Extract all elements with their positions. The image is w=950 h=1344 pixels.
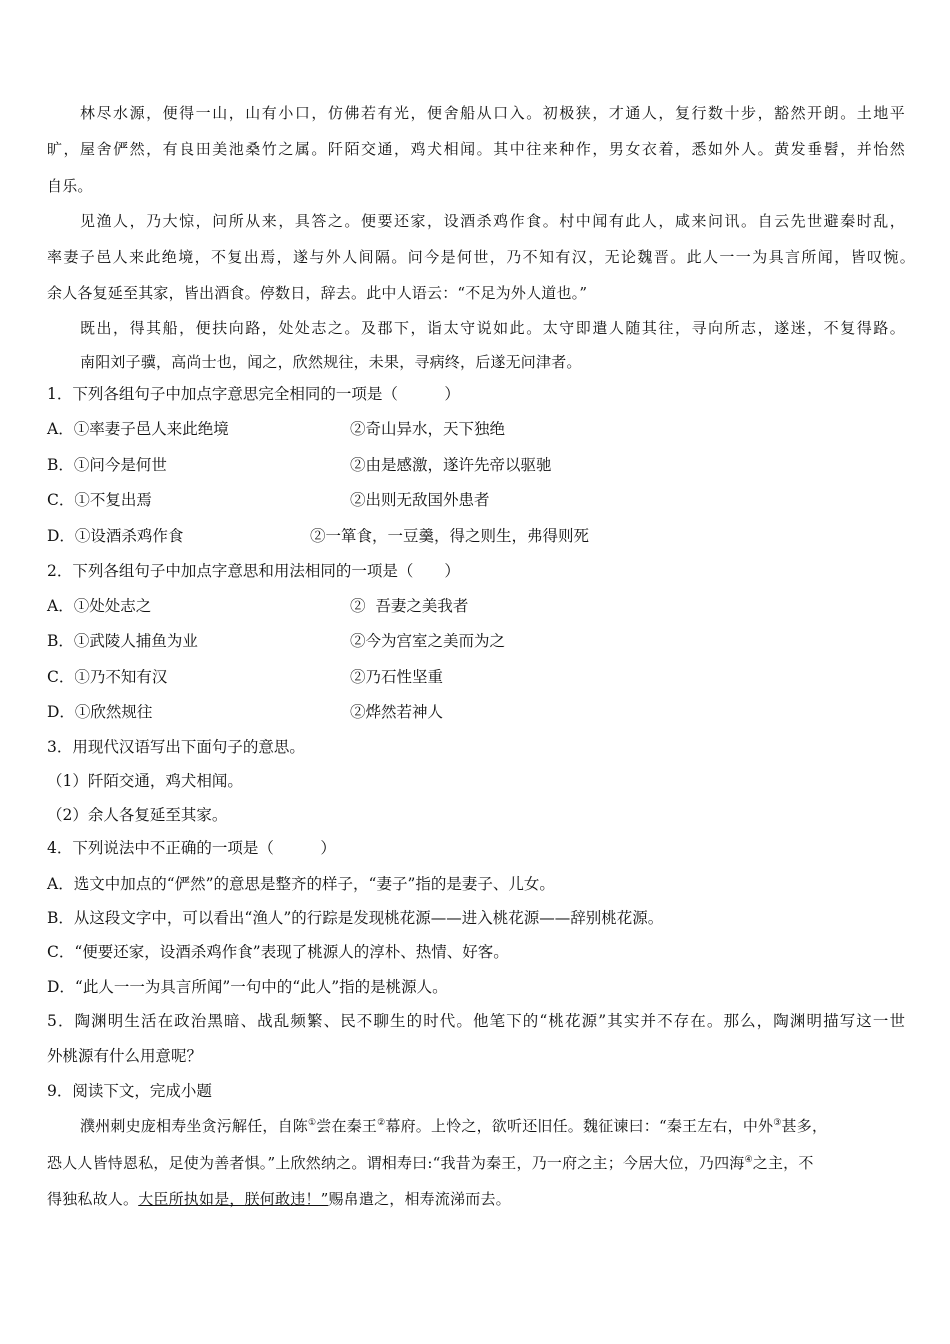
q1-option-b-left: B．①问今是何世: [47, 456, 167, 474]
q9-passage-line3: [47, 1189, 511, 1209]
q3-stem: 3．用现代汉语写出下面句子的意思。: [47, 738, 305, 756]
q2-option-c-right: ②乃石性坚重: [350, 668, 444, 686]
q2-option-a-left: A．①处处志之: [47, 597, 152, 615]
q2-option-d-right: ②烨然若神人: [350, 703, 444, 721]
q3-sentence-1: （1）阡陌交通，鸡犬相闻。: [47, 772, 243, 790]
q9-passage-text: 濮州刺史庞相寿坐贪污解任，自陈: [80, 1117, 309, 1135]
q9-passage-text: 得独私故人。: [47, 1190, 139, 1208]
q9-passage-text: 幕府。上怜之，欲听还旧任。魏征谏曰：“秦王左右，中外: [385, 1117, 774, 1135]
q2-option-b-right: ②今为宫室之美而为之: [350, 632, 506, 650]
q1-stem: 1．下列各组句子中加点字意思完全相同的一项是（ ）: [47, 385, 460, 403]
q1-option-c-right: ②出则无敌国外患者: [350, 491, 490, 509]
passage-p4-line1: 南阳刘子骥，高尚士也，闻之，欣然规往，未果，寻病终，后遂无问津者。: [80, 353, 582, 371]
footnote-marker-4: ④: [744, 1155, 753, 1165]
q4-option-a: A．选文中加点的“俨然”的意思是整齐的样子，“妻子”指的是妻子、儿女。: [47, 875, 555, 893]
q9-passage-text: 恐人人皆恃恩私，足使为善者惧。”上欣然纳之。谓相寿曰:“我昔为秦王，乃一府之主；今居大位，乃四海: [47, 1154, 745, 1172]
q4-option-d: D．“此人一一为具言所闻”一句中的“此人”指的是桃源人。: [47, 978, 448, 996]
q4-option-b: B．从这段文字中，可以看出“渔人”的行踪是发现桃花源——进入桃花源——辞别桃花源。: [47, 909, 664, 927]
q2-option-d-left: D．①欣然规往: [47, 703, 153, 721]
q9-passage-text: 之主，不: [752, 1154, 814, 1172]
q2-stem: 2．下列各组句子中加点字意思和用法相同的一项是（ ）: [47, 562, 460, 580]
q9-stem: 9．阅读下文，完成小题: [47, 1082, 212, 1100]
footnote-marker-3: ③: [773, 1118, 782, 1128]
q4-option-c: C．“便要还家，设酒杀鸡作食”表现了桃源人的淳朴、热情、好客。: [47, 943, 509, 961]
passage-p1-line3: 自乐。: [47, 177, 93, 195]
passage-p2-line1: 见渔人，乃大惊，问所从来，具答之。便要还家，设酒杀鸡作食。村中闻有此人，咸来问讯。自云先世避秦时乱，: [80, 212, 905, 230]
q2-option-b-left: B．①武陵人捕鱼为业: [47, 632, 198, 650]
q5-line2: 外桃源有什么用意呢？: [47, 1047, 203, 1065]
q1-option-d-left: D．①设酒杀鸡作食: [47, 527, 184, 545]
q2-option-a-right: ② 吾妻之美我者: [350, 597, 469, 615]
q9-underlined-sentence: 大臣所执如是，朕何敢违！”: [138, 1190, 329, 1208]
q1-option-c-left: C．①不复出焉: [47, 491, 152, 509]
q9-passage-line2: [47, 1153, 814, 1173]
q1-option-a-right: ②奇山异水，天下独绝: [350, 420, 506, 438]
q4-stem: 4．下列说法中不正确的一项是（ ）: [47, 839, 336, 857]
q3-sentence-2: （2）余人各复延至其家。: [47, 806, 228, 824]
passage-p2-line2: 率妻子邑人来此绝境，不复出焉，遂与外人间隔。问今是何世，乃不知有汉，无论魏晋。此人一一为具言所闻，皆叹惋。: [47, 248, 915, 266]
q1-option-d-right: ②一箪食，一豆羹，得之则生，弗得则死: [310, 527, 590, 545]
footnote-marker-1: ①: [308, 1118, 317, 1128]
q9-passage-text: 赐帛遣之，相寿流涕而去。: [328, 1190, 511, 1208]
passage-p1-line2: 旷，屋舍俨然，有良田美池桑竹之属。阡陌交通，鸡犬相闻。其中往来种作，男女衣着，悉如外人。黄发垂髫，并怡然: [47, 140, 905, 158]
passage-p3-line1: 既出，得其船，便扶向路，处处志之。及郡下，诣太守说如此。太守即遣人随其往，寻向所志，遂迷，不复得路。: [80, 319, 905, 337]
passage-p1-line1: 林尽水源，便得一山，山有小口，仿佛若有光，便舍船从口入。初极狭，才通人，复行数十步，豁然开朗。土地平: [80, 104, 905, 122]
q1-option-b-right: ②由是感激，遂许先帝以驱驰: [350, 456, 552, 474]
q9-passage-text: 甚多，: [781, 1117, 828, 1135]
q5-line1: 5．陶渊明生活在政治黑暗、战乱频繁、民不聊生的时代。他笔下的“桃花源”其实并不存在。那么，陶渊明描写这一世: [47, 1012, 905, 1030]
q9-passage-line1: [80, 1116, 827, 1136]
footnote-marker-2: ②: [377, 1118, 386, 1128]
q9-passage-text: 尝在秦王: [316, 1117, 378, 1135]
q1-option-a-left: A．①率妻子邑人来此绝境: [47, 420, 229, 438]
passage-p2-line3: 余人各复延至其家，皆出酒食。停数日，辞去。此中人语云：“不足为外人道也。”: [47, 284, 588, 302]
q2-option-c-left: C．①乃不知有汉: [47, 668, 168, 686]
